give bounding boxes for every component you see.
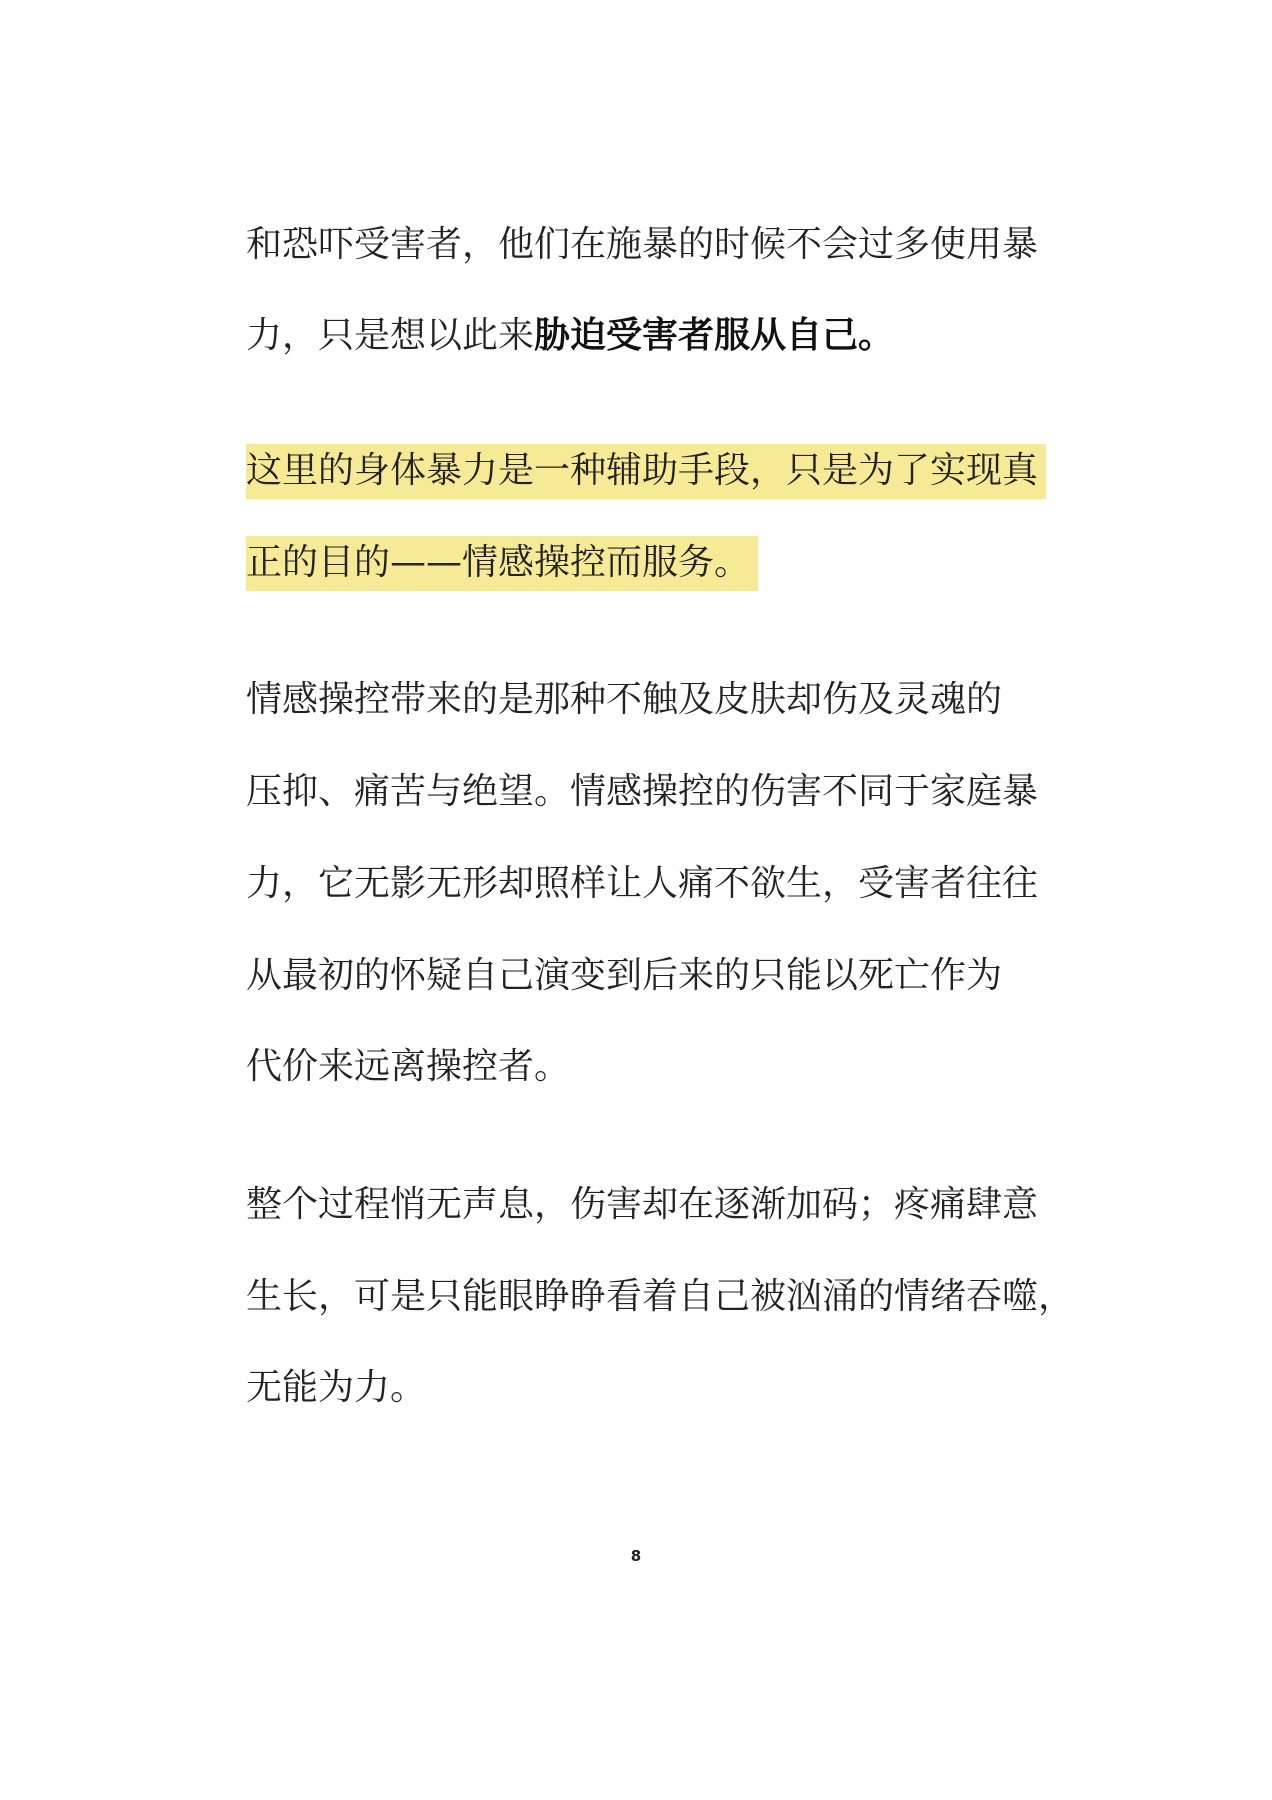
paragraph-3-line-1 xyxy=(246,678,1002,722)
paragraph-4-line-1 xyxy=(246,1183,1038,1227)
line-text: 从最初的怀疑自己演变到后来的只能以死亡作为 xyxy=(246,955,1003,996)
paragraph-2-line-1 xyxy=(246,449,1046,493)
bold-emphasis-text: 胁迫受害者服从自己。 xyxy=(534,315,895,356)
line-text: 代价来远离操控者。 xyxy=(246,1046,571,1087)
paragraph-3-line-4 xyxy=(246,954,1002,998)
line-text: 力，它无影无形却照样让人痛不欲生，受害者往往 xyxy=(246,863,1039,904)
paragraph-3-line-2 xyxy=(246,770,1038,814)
paragraph-2-line-2 xyxy=(246,541,758,585)
line-text: 情感操控带来的是那种不触及皮肤却伤及灵魂的 xyxy=(246,679,1003,720)
line-text: 和恐吓受害者，他们在施暴的时候不会过多使用暴 xyxy=(246,224,1039,265)
line-text: 力，只是想以此来 xyxy=(246,315,535,356)
line-text: 无能为力。 xyxy=(246,1367,427,1408)
paragraph-4-line-2 xyxy=(246,1275,1074,1319)
highlighted-text: 正的目的——情感操控而服务。 xyxy=(246,536,758,591)
highlighted-text: 这里的身体暴力是一种辅助手段，只是为了实现真 xyxy=(246,444,1046,499)
line-text: 压抑、痛苦与绝望。情感操控的伤害不同于家庭暴 xyxy=(246,771,1039,812)
line-text: 生长，可是只能眼睁睁看着自己被汹涌的情绪吞噬， xyxy=(246,1276,1075,1317)
paragraph-1-line-2 xyxy=(246,314,894,358)
paragraph-4-line-3 xyxy=(246,1366,426,1410)
paragraph-3-line-5 xyxy=(246,1045,570,1089)
page-number: 8 xyxy=(630,1547,642,1565)
paragraph-1-line-1 xyxy=(246,223,1038,267)
paragraph-3-line-3 xyxy=(246,862,1038,906)
line-text: 整个过程悄无声息，伤害却在逐渐加码；疼痛肆意 xyxy=(246,1184,1039,1225)
